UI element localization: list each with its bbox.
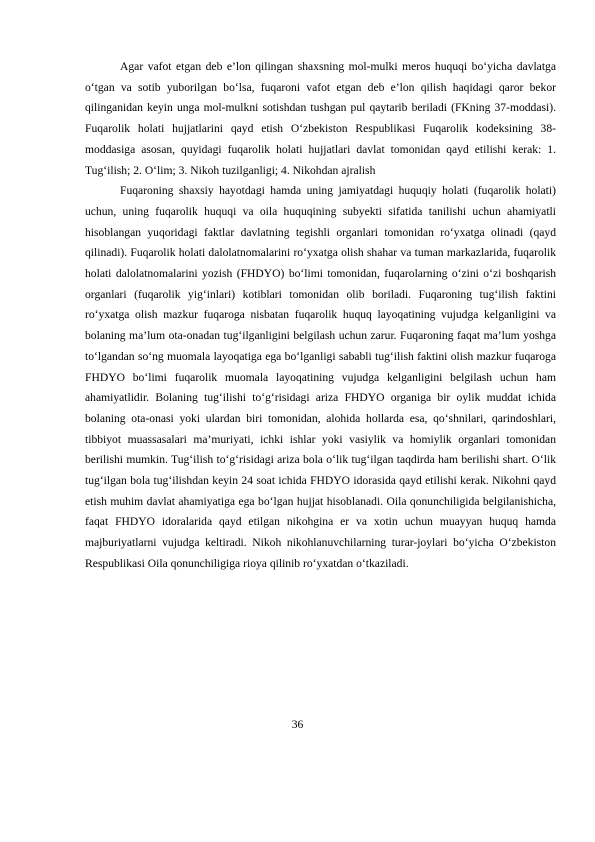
paragraph-fuqarolik-holati: Fuqaroning shaxsiy hayotdagi hamda uning jamiyatdagi huquqiy holati (fuqarolik holati) uchun, uning fuqarolik huquqi va oila huquqining subyekti sifatida tanilishi uchun ahamiyatli hisoblangan yuqoridagi faktlar davlatning tegishli organlari tomonidan ro‘yxatga olinadi (qayd qilinadi). Fuqarolik holati dalolatnomalarini ro‘yxatga olish shahar va tuman markazlarida, fuqarolik holati dalolatnomalarini yozish (FHDYO) bo‘limi tomonidan, fuqarolarning o‘zini o‘zi boshqarish organlari (fuqarolik yig‘inlari) kotiblari tomonidan olib boriladi. Fuqaroning tug‘ilish faktini ro‘yxatga olish mazkur fuqaroga nisbatan fuqarolik huquq layoqatining vujudga kelganligini va bolaning ma’lum ota-onadan tug‘ilganligini belgilash uchun zarur. Fuqaroning faqat ma’lum yoshga to‘lgandan so‘ng muomala layoqatiga ega bo‘lganligi sababli tug‘ilish faktini olish mazkur fuqaroga FHDYO bo‘limi fuqarolik muomala layoqatining vujudga kelganligini belgilash uchun ham ahamiyatlidir. Bolaning tug‘ilishi to‘g‘risidagi ariza FHDYO organiga bir oylik muddat ichida bolaning ota-onasi yoki ulardan biri tomonidan, alohida hollarda esa, qo‘shnilari, qarindoshlari, tibbiyot muassasalari ma’muriyati, ichki ishlar yoki vasiylik va homiylik organlari tomonidan berilishi mumkin. Tug‘ilish to‘g‘risidagi ariza bola o‘lik tug‘ilgan taqdirda ham berilishi shart. O‘lik tug‘ilgan bola tug‘ilishdan keyin 24 soat ichida FHDYO idorasida qayd etilishi kerak. Nikohni qayd etish muhim davlat ahamiyatiga ega bo‘lgan hujjat hisoblanadi. Oila qonunchiligida belgilanishicha, faqat FHDYO idoralarida qayd etilgan nikohgina er va xotin uchun muayyan huquq hamda majburiyatlarni vujudga keltiradi. Nikoh nikohlanuvchilarning turar-joylari bo‘yicha O‘zbekiston Respublikasi Oila qonunchiligiga rioya qilinib ro‘yxatdan o‘tkaziladi. [85, 184, 556, 570]
paragraph-vafot-mulk-qaytarish: Agar vafot etgan deb e’lon qilingan shaxsning mol-mulki meros huquqi bo‘yicha davlatga o‘tgan va sotib yuborilgan bo‘lsa, fuqaroni vafot etgan deb e’lon qilish haqidagi qaror bekor qilinganidan keyin unga mol-mulkni sotishdan tushgan pul qaytarib beriladi (FKning 37-moddasi). Fuqarolik holati hujjatlarini qayd etish O‘zbekiston Respublikasi Fuqarolik kodeksining 38-moddasiga asosan, quyidagi fuqarolik holati hujjatlari davlat tomonidan qayd etilishi kerak: 1. Tug‘ilish; 2. O‘lim; 3. Nikoh tuzilganligi; 4. Nikohdan ajralish [85, 60, 556, 177]
page-body [85, 57, 556, 575]
page-number: 36 [291, 718, 304, 731]
